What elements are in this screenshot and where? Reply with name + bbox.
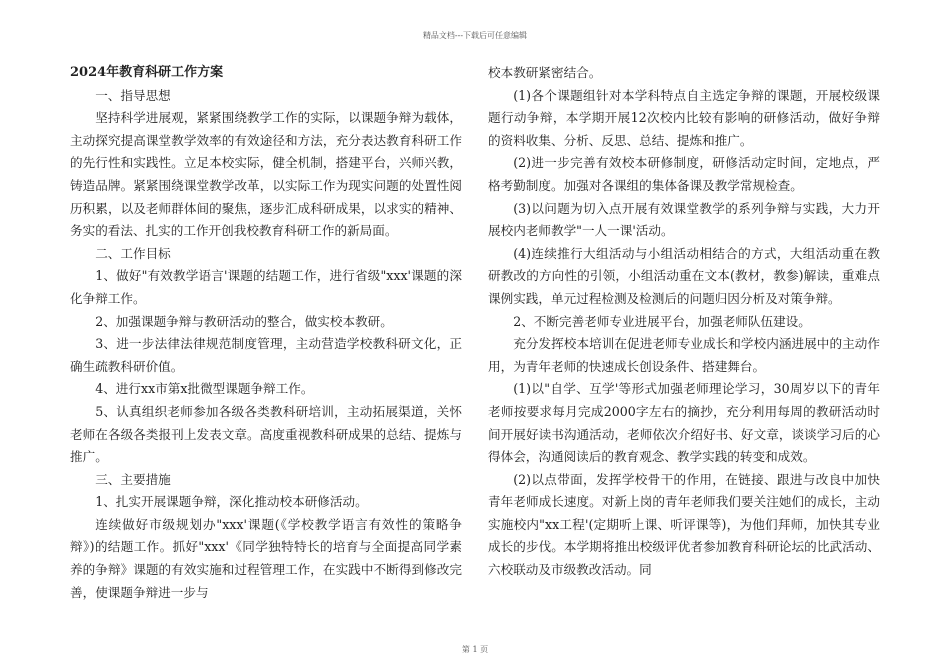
paragraph: 4、进行xx市第x批微型课题争辩工作。: [95, 381, 314, 397]
page-header: 精品文档---下载后可任意编辑: [422, 31, 528, 40]
paragraph: 5、认真组织老师参加各级各类教科研培训，主动拓展渠道，关怀老师在各级各类报刊上发表文章。高度重视教科研成果的总结、提炼与推广。: [70, 403, 462, 465]
paragraph: 1、做好"有效教学语言'课题的结题工作，进行省级"xxx'课题的深化争辩工作。: [70, 268, 462, 306]
right-column: [488, 62, 880, 582]
page-footer: 第 1 页: [461, 645, 489, 654]
section-heading: 三、主要措施: [95, 471, 171, 487]
paragraph: 充分发挥校本培训在促进老师专业成长和学校内涵进展中的主动作用，为青年老师的快速成长创设条件、搭建舞台。: [488, 336, 880, 374]
paragraph: 3、进一步法律法律规范制度管理，主动营造学校教科研文化，正确生疏教科研价值。: [70, 336, 462, 374]
paragraph: 2、不断完善老师专业进展平台，加强老师队伍建设。: [513, 313, 811, 329]
paragraph: 坚持科学进展观，紧紧围绕教学工作的实际，以课题争辩为载体，主动探究提高课堂教学效率的有效途径和方法，充分表达教育科研工作的先行性和实践性。立足本校实际，健全机制，搭建平台，兴师兴教，铸造品牌。紧紧围绕课堂教学改革，以实际工作为现实问题的处置性阅历积累，以及老师群体间的聚焦，逐步汇成科研成果，以求实的精神、务实的看法、扎实的工作开创我校教育科研工作的新局面。: [70, 110, 462, 239]
paragraph: (3)以问题为切入点开展有效课堂教学的系列争辩与实践，大力开展校内老师教学"一人一课'活动。: [488, 200, 880, 239]
paragraph: 2、加强课题争辩与教研活动的整合，做实校本教研。: [95, 313, 393, 329]
paragraph: 连续做好市级规划办"xxx'课题(《学校教学语言有效性的策略争辩》)的结题工作。抓好"xxx'《同学独特特长的培育与全面提高同学素养的争辩》课题的有效实施和过程管理工作，在实践中不断得到修改完善，使课题争辩进一步与: [70, 516, 462, 600]
paragraph: (1)各个课题组针对本学科特点自主选定争辩的课题，开展校级课题行动争辩，本学期开展12次校内比较有影响的研修活动，做好争辩的资料收集、分析、反思、总结、提炼和推广。: [488, 87, 880, 148]
paragraph-continuation: 校本教研紧密结合。: [488, 65, 602, 80]
section-heading: 二、工作目标: [95, 245, 171, 261]
document-title: 2024年教育科研工作方案: [70, 65, 224, 80]
section-heading: 一、指导思想: [95, 87, 171, 103]
paragraph: (2)以点带面，发挥学校骨干的作用，在链接、跟进与改良中加快青年老师成长速度。对新上岗的青年老师我们要关注她们的成长，主动实施校内"xx工程'(定期听上课、听评课等)，为他们拜师，加快其专业成长的步伐。本学期将推出校级评优者参加教育科研论坛的比武活动、六校联动及市级教改活动。同: [488, 471, 880, 578]
paragraph: (2)进一步完善有效校本研修制度，研修活动定时间，定地点，严格考勤制度。加强对各课组的集体备课及教学常规检查。: [488, 155, 880, 193]
left-column: [70, 62, 462, 604]
paragraph: (4)连续推行大组活动与小组活动相结合的方式，大组活动重在教研教改的方向性的引领，小组活动重在文本(教材，教参)解读，重难点课例实践，单元过程检测及检测后的问题归因分析及对策争辩。: [488, 245, 880, 306]
paragraph: 1、扎实开展课题争辩，深化推动校本研修活动。: [95, 494, 368, 510]
paragraph: (1)以"自学、互学'等形式加强老师理论学习，30周岁以下的青年老师按要求每月完成2000字左右的摘抄，充分利用每周的教研活动时间开展好读书沟通活动，老师依次介绍好书、好文章，谈谈学习后的心得体会，沟通阅读后的教育观念、教学实践的转变和成效。: [488, 381, 880, 465]
